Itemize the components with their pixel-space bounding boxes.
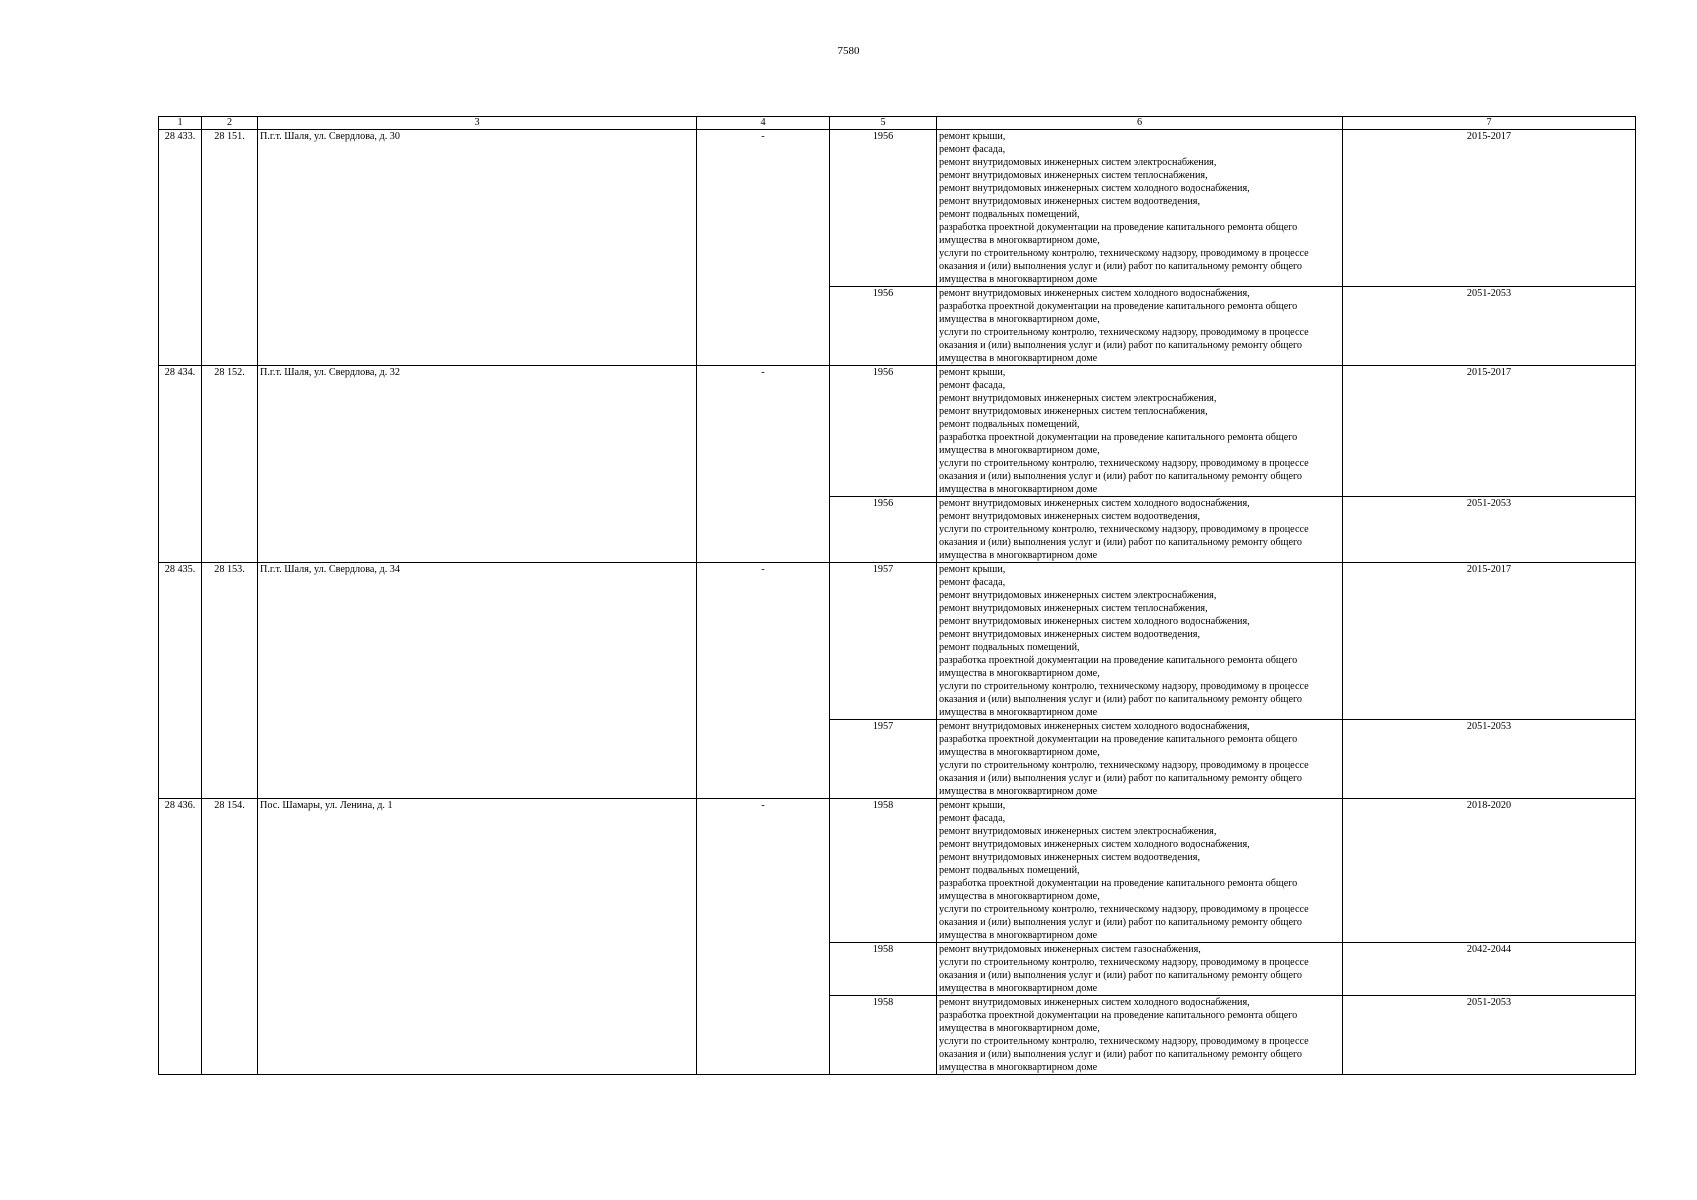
repair-period: 2015-2017 bbox=[1343, 130, 1636, 287]
record-number: 28 434. bbox=[159, 366, 202, 563]
table-row bbox=[159, 366, 1636, 497]
repair-period: 2051-2053 bbox=[1343, 996, 1636, 1075]
repair-works: ремонт крыши, ремонт фасада, ремонт внутридомовых инженерных систем электроснабжения, ремонт внутридомовых инженерных систем холодного водоснабжения, ремонт внутридомовых инженерных систем водоотведения, ремонт подвальных помещений, разработка проектной документации на проведение капитального ремонта общего имущества в многоквартирном доме, услуги по строительному контролю, техническому надзору, проводимому в процессе оказания и (или) выполнения услуг и (или) работ по капитальному ремонту общего имущества в многоквартирном доме bbox=[937, 799, 1343, 943]
municipal-number: 28 153. bbox=[202, 563, 258, 799]
year-built: 1956 bbox=[830, 497, 937, 563]
table-row bbox=[159, 563, 1636, 720]
year-built: 1958 bbox=[830, 799, 937, 943]
repair-works: ремонт крыши, ремонт фасада, ремонт внутридомовых инженерных систем электроснабжения, ремонт внутридомовых инженерных систем теплоснабжения, ремонт внутридомовых инженерных систем холодного водоснабжения, ремонт внутридомовых инженерных систем водоотведения, ремонт подвальных помещений, разработка проектной документации на проведение капитального ремонта общего имущества в многоквартирном доме, услуги по строительному контролю, техническому надзору, проводимому в процессе оказания и (или) выполнения услуг и (или) работ по капитальному ремонту общего имущества в многоквартирном доме bbox=[937, 563, 1343, 720]
building-address: П.г.т. Шаля, ул. Свердлова, д. 30 bbox=[258, 130, 697, 366]
column-4-value: - bbox=[697, 563, 830, 799]
table-row bbox=[159, 130, 1636, 287]
repair-works: ремонт внутридомовых инженерных систем холодного водоснабжения, ремонт внутридомовых инженерных систем водоотведения, услуги по строительному контролю, техническому надзору, проводимому в процессе оказания и (или) выполнения услуг и (или) работ по капитальному ремонту общего имущества в многоквартирном доме bbox=[937, 497, 1343, 563]
building-address: П.г.т. Шаля, ул. Свердлова, д. 32 bbox=[258, 366, 697, 563]
record-number: 28 436. bbox=[159, 799, 202, 1075]
repair-period: 2051-2053 bbox=[1343, 287, 1636, 366]
column-header: 4 bbox=[697, 117, 830, 130]
repair-works: ремонт внутридомовых инженерных систем газоснабжения, услуги по строительному контролю, техническому надзору, проводимому в процессе оказания и (или) выполнения услуг и (или) работ по капитальному ремонту общего имущества в многоквартирном доме bbox=[937, 943, 1343, 996]
year-built: 1958 bbox=[830, 943, 937, 996]
column-4-value: - bbox=[697, 366, 830, 563]
repair-period: 2042-2044 bbox=[1343, 943, 1636, 996]
column-header: 6 bbox=[937, 117, 1343, 130]
building-address: Пос. Шамары, ул. Ленина, д. 1 bbox=[258, 799, 697, 1075]
municipal-number: 28 154. bbox=[202, 799, 258, 1075]
column-header: 1 bbox=[159, 117, 202, 130]
column-number-row bbox=[159, 117, 1636, 130]
column-header: 3 bbox=[258, 117, 697, 130]
year-built: 1956 bbox=[830, 287, 937, 366]
record-number: 28 435. bbox=[159, 563, 202, 799]
year-built: 1958 bbox=[830, 996, 937, 1075]
year-built: 1956 bbox=[830, 130, 937, 287]
building-address: П.г.т. Шаля, ул. Свердлова, д. 34 bbox=[258, 563, 697, 799]
repair-works: ремонт крыши, ремонт фасада, ремонт внутридомовых инженерных систем электроснабжения, ремонт внутридомовых инженерных систем теплоснабжения, ремонт внутридомовых инженерных систем холодного водоснабжения, ремонт внутридомовых инженерных систем водоотведения, ремонт подвальных помещений, разработка проектной документации на проведение капитального ремонта общего имущества в многоквартирном доме, услуги по строительному контролю, техническому надзору, проводимому в процессе оказания и (или) выполнения услуг и (или) работ по капитальному ремонту общего имущества в многоквартирном доме bbox=[937, 130, 1343, 287]
municipal-number: 28 151. bbox=[202, 130, 258, 366]
year-built: 1956 bbox=[830, 366, 937, 497]
repair-period: 2015-2017 bbox=[1343, 563, 1636, 720]
repair-works: ремонт внутридомовых инженерных систем холодного водоснабжения, разработка проектной документации на проведение капитального ремонта общего имущества в многоквартирном доме, услуги по строительному контролю, техническому надзору, проводимому в процессе оказания и (или) выполнения услуг и (или) работ по капитальному ремонту общего имущества в многоквартирном доме bbox=[937, 287, 1343, 366]
repair-period: 2015-2017 bbox=[1343, 366, 1636, 497]
page-number: 7580 bbox=[837, 45, 860, 57]
repair-schedule-table bbox=[158, 116, 1636, 1075]
year-built: 1957 bbox=[830, 720, 937, 799]
column-header: 7 bbox=[1343, 117, 1636, 130]
repair-period: 2051-2053 bbox=[1343, 497, 1636, 563]
column-4-value: - bbox=[697, 799, 830, 1075]
repair-works: ремонт внутридомовых инженерных систем холодного водоснабжения, разработка проектной документации на проведение капитального ремонта общего имущества в многоквартирном доме, услуги по строительному контролю, техническому надзору, проводимому в процессе оказания и (или) выполнения услуг и (или) работ по капитальному ремонту общего имущества в многоквартирном доме bbox=[937, 996, 1343, 1075]
column-header: 5 bbox=[830, 117, 937, 130]
repair-period: 2018-2020 bbox=[1343, 799, 1636, 943]
year-built: 1957 bbox=[830, 563, 937, 720]
column-4-value: - bbox=[697, 130, 830, 366]
repair-works: ремонт внутридомовых инженерных систем холодного водоснабжения, разработка проектной документации на проведение капитального ремонта общего имущества в многоквартирном доме, услуги по строительному контролю, техническому надзору, проводимому в процессе оказания и (или) выполнения услуг и (или) работ по капитальному ремонту общего имущества в многоквартирном доме bbox=[937, 720, 1343, 799]
record-number: 28 433. bbox=[159, 130, 202, 366]
column-header: 2 bbox=[202, 117, 258, 130]
municipal-number: 28 152. bbox=[202, 366, 258, 563]
repair-period: 2051-2053 bbox=[1343, 720, 1636, 799]
table-row bbox=[159, 799, 1636, 943]
repair-works: ремонт крыши, ремонт фасада, ремонт внутридомовых инженерных систем электроснабжения, ремонт внутридомовых инженерных систем теплоснабжения, ремонт подвальных помещений, разработка проектной документации на проведение капитального ремонта общего имущества в многоквартирном доме, услуги по строительному контролю, техническому надзору, проводимому в процессе оказания и (или) выполнения услуг и (или) работ по капитальному ремонту общего имущества в многоквартирном доме bbox=[937, 366, 1343, 497]
